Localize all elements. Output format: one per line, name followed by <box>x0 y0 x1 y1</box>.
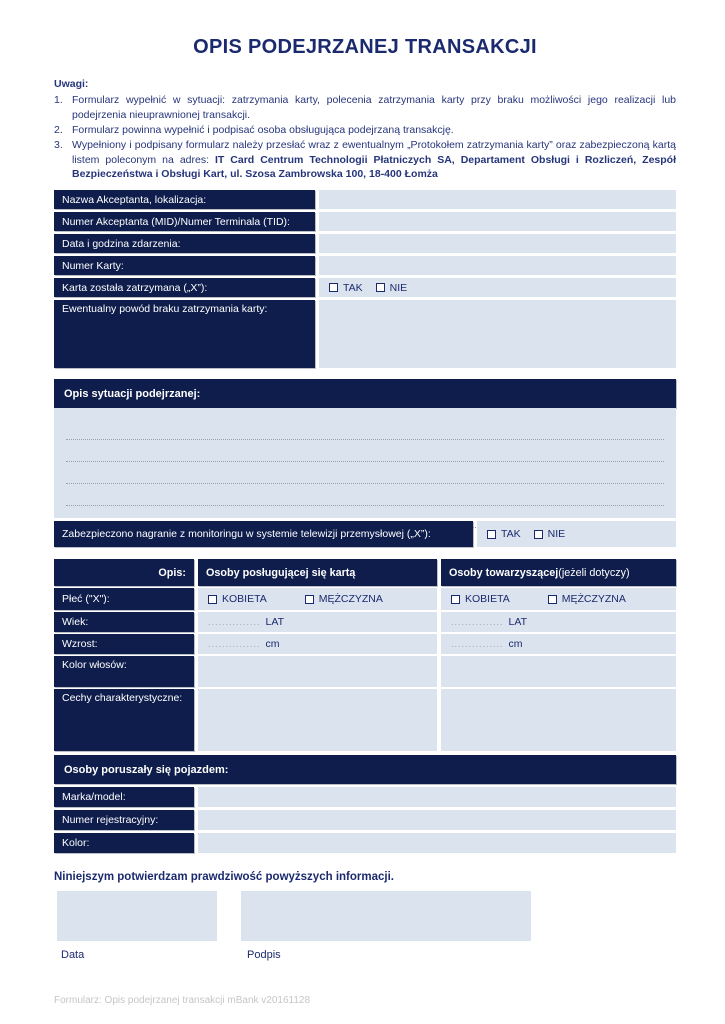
description-line[interactable] <box>66 440 664 462</box>
cardholder-age-writein[interactable]: ............... <box>208 617 261 628</box>
table-row <box>54 278 676 297</box>
companion-female-label: KOBIETA <box>465 593 510 606</box>
merchant-name-input[interactable] <box>319 190 676 209</box>
height-unit: cm <box>265 638 280 651</box>
event-datetime-label: Data i godzina zdarzenia: <box>54 234 315 253</box>
companion-height-writein[interactable]: ............... <box>451 639 504 650</box>
note-number: 2. <box>54 123 63 136</box>
note-number: 3. <box>54 138 63 151</box>
card-number-input[interactable] <box>319 256 676 275</box>
card-retained-options <box>319 278 676 297</box>
table-row <box>54 256 676 275</box>
persons-header-row <box>54 559 676 586</box>
merchant-name-label: Nazwa Akceptanta, lokalizacja: <box>54 190 315 209</box>
description-line[interactable] <box>66 462 664 484</box>
mailing-address: IT Card Centrum Technologii Płatniczych SA, Departament Obsługi i Rozliczeń, Zespół Bezpieczeństwa i Obsługi Kart, ul. Szosa Zambrowska 100, 18-400 Łomża <box>72 153 676 181</box>
monitoring-no-label: NIE <box>547 528 566 541</box>
no-retention-reason-input[interactable] <box>319 300 676 368</box>
table-row <box>54 612 676 632</box>
note-text: Formularz wypełnić w sytuacji: zatrzymania karty, polecenia zatrzymania karty przy braku możliwości jego realizacji lub podejrzenia nieuprawnionej transakcji. <box>72 93 676 121</box>
table-row <box>54 656 676 687</box>
table-row <box>54 588 676 610</box>
monitoring-yes-label: TAK <box>501 528 521 541</box>
date-input-box[interactable] <box>57 891 217 941</box>
signature-label: Podpis <box>247 949 281 962</box>
companion-female-checkbox[interactable] <box>451 595 460 604</box>
vehicle-section-header: Osoby poruszały się pojazdem: <box>54 755 676 784</box>
transaction-table <box>54 190 676 368</box>
features-label: Cechy charakterystyczne: <box>54 689 194 751</box>
note-item-1 <box>54 93 676 123</box>
card-retained-yes-label: TAK <box>343 281 363 294</box>
table-row <box>54 212 676 231</box>
event-datetime-input[interactable] <box>319 234 676 253</box>
companion-features-input[interactable] <box>441 689 676 751</box>
note-text: Formularz powinna wypełnić i podpisać osoba obsługująca podejrzaną transakcję. <box>72 123 454 136</box>
companion-age-cell <box>441 612 676 632</box>
confirmation-statement: Niniejszym potwierdzam prawdziwość powyższych informacji. <box>54 871 394 884</box>
card-retained-no-label: NIE <box>389 281 408 294</box>
description-line[interactable] <box>66 418 664 440</box>
table-row <box>54 810 676 830</box>
hair-color-label: Kolor włosów: <box>54 656 194 687</box>
cardholder-female-label: KOBIETA <box>222 593 267 606</box>
height-unit: cm <box>508 638 523 651</box>
table-row <box>54 300 676 368</box>
monitoring-no-checkbox[interactable] <box>534 530 543 539</box>
vehicle-make-label: Marka/model: <box>54 787 194 807</box>
table-row <box>54 833 676 853</box>
description-input-area[interactable] <box>54 408 676 518</box>
card-retained-no-checkbox[interactable] <box>376 283 385 292</box>
table-row <box>54 689 676 751</box>
description-section-header: Opis sytuacji podejrzanej: <box>54 379 676 408</box>
signature-input-box[interactable] <box>241 891 531 941</box>
vehicle-plate-label: Numer rejestracyjny: <box>54 810 194 830</box>
persons-table <box>54 559 676 751</box>
notes-section <box>54 77 676 182</box>
age-label: Wiek: <box>54 612 194 632</box>
vehicle-color-label: Kolor: <box>54 833 194 853</box>
cardholder-male-checkbox[interactable] <box>305 595 314 604</box>
cardholder-height-writein[interactable]: ............... <box>208 639 261 650</box>
note-number: 1. <box>54 93 63 106</box>
monitoring-options <box>477 521 676 547</box>
monitoring-label: Zabezpieczono nagranie z monitoringu w systemie telewizji przemysłowej („X”): <box>54 521 473 547</box>
signature-labels <box>54 949 676 961</box>
note-item-3 <box>54 138 676 183</box>
table-row <box>54 234 676 253</box>
height-label: Wzrost: <box>54 634 194 654</box>
description-line[interactable] <box>66 484 664 506</box>
age-unit: LAT <box>265 616 284 629</box>
cardholder-age-cell <box>198 612 437 632</box>
vehicle-section <box>54 755 676 853</box>
cardholder-male-label: MĘŻCZYZNA <box>318 593 383 606</box>
merchant-id-label: Numer Akceptanta (MID)/Numer Terminala (TID): <box>54 212 315 231</box>
companion-column-header: Osoby towarzyszącej (jeżeli dotyczy) <box>441 559 676 586</box>
card-retained-yes-checkbox[interactable] <box>329 283 338 292</box>
cardholder-hair-input[interactable] <box>198 656 437 687</box>
cardholder-sex-options <box>198 588 437 610</box>
form-version-footer: Formularz: Opis podejrzanej transakcji mBank v20161128 <box>54 995 311 1007</box>
companion-male-label: MĘŻCZYZNA <box>561 593 626 606</box>
table-row <box>54 787 676 807</box>
table-row <box>54 190 676 209</box>
cardholder-features-input[interactable] <box>198 689 437 751</box>
companion-hair-input[interactable] <box>441 656 676 687</box>
card-retained-label: Karta została zatrzymana („X”): <box>54 278 315 297</box>
companion-sex-options <box>441 588 676 610</box>
sex-label: Płeć ("X"): <box>54 588 194 610</box>
persons-header-label: Opis: <box>54 559 194 586</box>
companion-height-cell <box>441 634 676 654</box>
companion-male-checkbox[interactable] <box>548 595 557 604</box>
companion-age-writein[interactable]: ............... <box>451 617 504 628</box>
monitoring-yes-checkbox[interactable] <box>487 530 496 539</box>
age-unit: LAT <box>508 616 527 629</box>
note-text: Wypełniony i podpisany formularz należy przesłać wraz z ewentualnym „Protokołem zatrzymania karty” oraz zabezpieczoną kartą listem poleconym na adres: IT Card Centrum Technologii Płatniczych SA, Departament Obsługi i Rozliczeń, Zespół Bezpieczeństwa i Obsługi Kart, ul. Szosa Zambrowska 100, 18-400 Łomża <box>72 138 676 181</box>
cardholder-height-cell <box>198 634 437 654</box>
vehicle-plate-input[interactable] <box>198 810 676 830</box>
vehicle-make-input[interactable] <box>198 787 676 807</box>
no-retention-reason-label: Ewentualny powód braku zatrzymania karty: <box>54 300 315 368</box>
cardholder-female-checkbox[interactable] <box>208 595 217 604</box>
table-row <box>54 634 676 654</box>
note-item-2 <box>54 123 676 138</box>
cardholder-column-header: Osoby posługującej się kartą <box>198 559 437 586</box>
card-number-label: Numer Karty: <box>54 256 315 275</box>
notes-heading: Uwagi: <box>54 78 89 90</box>
monitoring-row <box>54 521 676 547</box>
merchant-id-input[interactable] <box>319 212 676 231</box>
signature-row <box>54 891 676 941</box>
page-title: OPIS PODEJRZANEJ TRANSAKCJI <box>193 36 537 58</box>
date-label: Data <box>61 949 85 962</box>
vehicle-color-input[interactable] <box>198 833 676 853</box>
